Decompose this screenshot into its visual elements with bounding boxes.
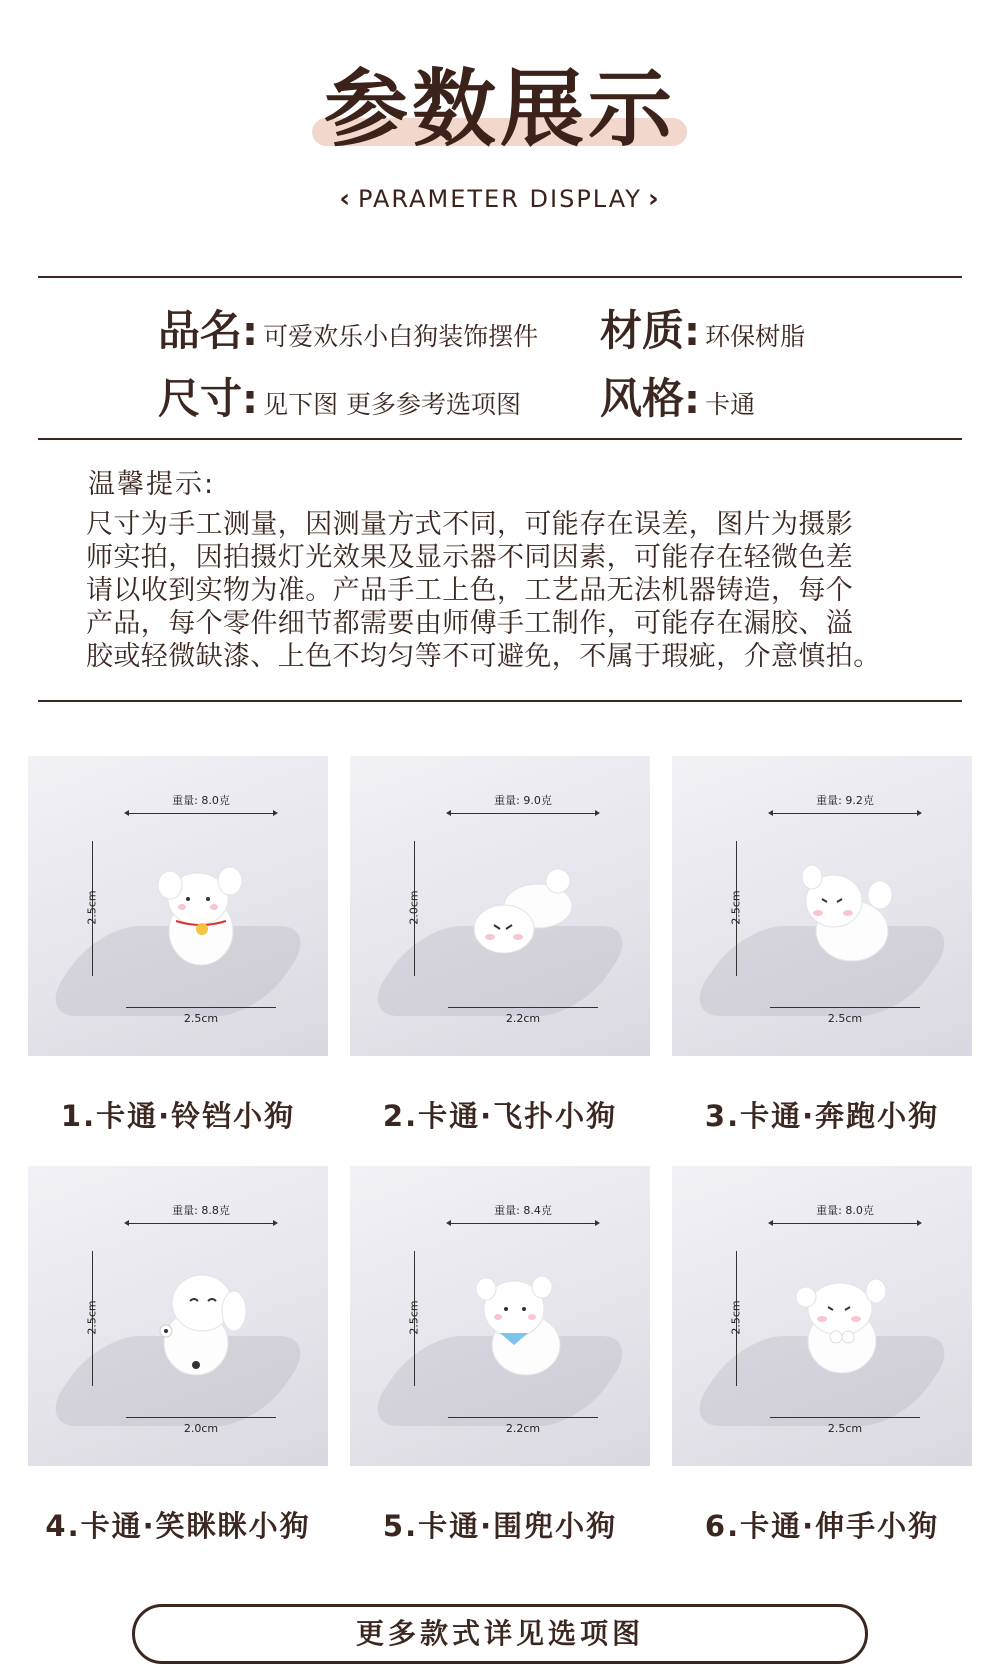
spec-style-value: 卡通 (705, 390, 756, 419)
product-image (28, 756, 328, 1056)
product-image (672, 756, 972, 1056)
chevron-left-icon: ‹ (339, 184, 353, 214)
product-caption: 2.卡通·飞扑小狗 (382, 1099, 618, 1133)
tips-line: 尺寸为手工测量，因测量方式不同，可能存在误差，图片为摄影 (86, 509, 854, 540)
divider (38, 276, 962, 278)
product-image (28, 1166, 328, 1466)
tips-line: 产品，每个零件细节都需要由师傅手工制作，可能存在漏胶、溢 (86, 608, 854, 639)
subtitle-text: PARAMETER DISPLAY (358, 185, 642, 213)
weight-label: 重量: 8.8克 (172, 1204, 230, 1217)
spec-style (600, 366, 755, 426)
product-caption: 6.卡通·伸手小狗 (704, 1509, 940, 1543)
width-label: 2.5cm (827, 1422, 863, 1435)
tips-line: 师实拍，因拍摄灯光效果及显示器不同因素，可能存在轻微色差 (86, 542, 854, 573)
product-image (350, 1166, 650, 1466)
weight-label: 重量: 9.0克 (494, 794, 552, 807)
weight-label: 重量: 8.4克 (494, 1204, 552, 1217)
dog-figure (146, 1261, 256, 1381)
height-label: 2.5cm (85, 1300, 99, 1335)
tips-line: 胶或轻微缺漆、上色不均匀等不可避免，不属于瑕疵，介意慎拍。 (86, 641, 881, 672)
width-arrow (126, 1007, 276, 1008)
dog-figure (468, 851, 578, 971)
height-label: 2.5cm (729, 890, 743, 925)
spec-material-colon: : (684, 309, 701, 355)
spec-material-value: 环保树脂 (705, 322, 806, 351)
weight-label: 重量: 8.0克 (816, 1204, 874, 1217)
product-caption: 5.卡通·围兜小狗 (382, 1509, 618, 1543)
product-image (672, 1166, 972, 1466)
chevron-right-icon: › (647, 184, 661, 214)
width-arrow (448, 1417, 598, 1418)
width-label: 2.5cm (183, 1012, 219, 1025)
spec-size-colon: : (242, 377, 259, 423)
width-arrow (126, 1417, 276, 1418)
spec-material (600, 298, 805, 358)
tips-line: 请以收到实物为准。产品手工上色，工艺品无法机器铸造，每个 (86, 575, 854, 606)
weight-label: 重量: 8.0克 (172, 794, 230, 807)
width-arrow (770, 1007, 920, 1008)
dog-figure (468, 1261, 578, 1381)
product-image (350, 756, 650, 1056)
spec-material-label: 材质 (600, 306, 685, 355)
dog-figure (146, 851, 256, 971)
product-caption: 4.卡通·笑眯眯小狗 (45, 1509, 311, 1543)
tips-title: 温馨提示: (88, 469, 216, 500)
more-styles-button[interactable]: 更多款式详见选项图 (132, 1604, 868, 1664)
product-caption: 1.卡通·铃铛小狗 (60, 1099, 296, 1133)
spec-name-value: 可爱欢乐小白狗装饰摆件 (263, 322, 539, 351)
width-arrow (448, 1223, 598, 1224)
width-arrow (448, 813, 598, 814)
width-arrow (448, 1007, 598, 1008)
divider (38, 438, 962, 440)
dog-figure (790, 851, 900, 971)
spec-size-label: 尺寸 (158, 374, 243, 423)
width-arrow (126, 813, 276, 814)
width-label: 2.5cm (827, 1012, 863, 1025)
height-label: 2.5cm (85, 890, 99, 925)
spec-name-label: 品名 (158, 306, 243, 355)
page-title: 参数展示 (323, 60, 676, 158)
spec-name-colon: : (242, 309, 259, 355)
spec-name (158, 298, 538, 358)
divider (38, 700, 962, 702)
weight-label: 重量: 9.2克 (816, 794, 874, 807)
spec-size (158, 366, 521, 426)
height-label: 2.5cm (729, 1300, 743, 1335)
width-arrow (770, 813, 920, 814)
width-arrow (126, 1223, 276, 1224)
spec-size-value: 见下图 更多参考选项图 (263, 390, 522, 419)
width-label: 2.2cm (505, 1012, 541, 1025)
width-label: 2.2cm (505, 1422, 541, 1435)
height-label: 2.0cm (407, 890, 421, 925)
width-arrow (770, 1223, 920, 1224)
width-arrow (770, 1417, 920, 1418)
dog-figure (790, 1261, 900, 1381)
spec-style-colon: : (684, 377, 701, 423)
page-subtitle (0, 184, 1000, 214)
product-caption: 3.卡通·奔跑小狗 (704, 1099, 940, 1133)
tips-body (86, 508, 926, 673)
height-label: 2.5cm (407, 1300, 421, 1335)
width-label: 2.0cm (183, 1422, 219, 1435)
spec-style-label: 风格 (600, 374, 685, 423)
